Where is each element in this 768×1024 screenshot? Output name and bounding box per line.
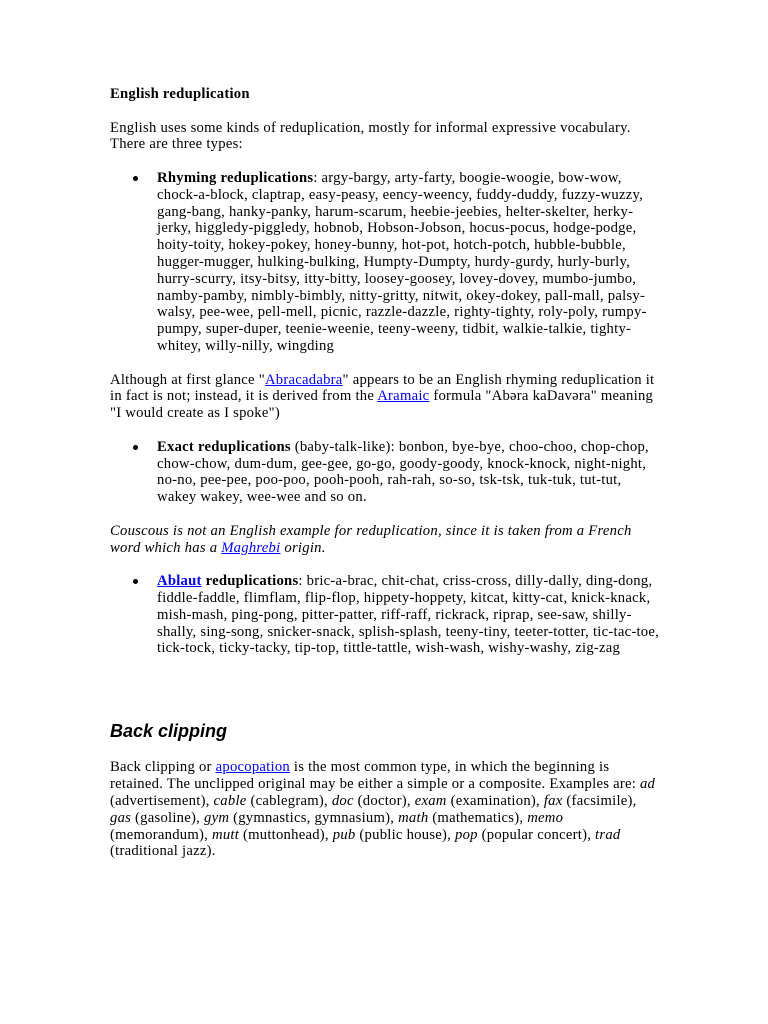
abracadabra-paragraph [110, 372, 660, 422]
example-term: mutt [212, 826, 240, 843]
paragraph-text: Back clipping or [110, 759, 216, 776]
example-term: gas [110, 809, 132, 826]
link-apocopation[interactable]: apocopation [215, 759, 290, 776]
back-clipping-paragraph [110, 759, 660, 860]
paragraph-text: is the most common type, in which the beginning is retained. The unclipped original may be either a simple or a composite. Examples are: [110, 759, 640, 793]
section-heading: Back clipping [110, 721, 228, 742]
example-term: memo [527, 809, 564, 826]
paragraph-text: formula "Abəra kaDavəra" meaning "I would create as I spoke") [110, 388, 654, 422]
example-expansion: (cablegram), [246, 793, 332, 810]
examples-text: : argy-bargy, arty-farty, boogie-woogie, bow-wow, chock-a-block, claptrap, easy-peasy, eency-weency, fuddy-duddy, fuzzy-wuzzy, gang-bang, hanky-panky, harum-scarum, heebie-jeebies, helter-skelter, herky-jerky, higgledy-piggledy, hobnob, Hobson-Jobson, hocus-pocus, hodge-podge, hoity-toity, hokey-pokey, honey-bunny, hot-pot, hotch-potch, hubble-bubble, hugger-mugger, hulking-bulking, Humpty-Dumpty, hurdy-gurdy, hurly-burly, hurry-scurry, itsy-bitsy, itty-bitty, loosey-goosey, lovey-dovey, mumbo-jumbo, namby-pamby, nimbly-bimbly, nitty-gritty, nitwit, okey-dokey, pall-mall, palsy-walsy, pee-wee, pell-mell, picnic, razzle-dazzle, righty-tighty, roly-poly, rumpy-pumpy, super-duper, teenie-weenie, teeny-weeny, tidbit, walkie-talkie, tighty-whitey, willy-nilly, wingding [157, 169, 647, 354]
section-title: English reduplication [110, 86, 250, 102]
paragraph-text: Although at first glance " [110, 371, 265, 388]
paragraph-text: " appears to be an English rhyming reduplication it in fact is not; instead, it is derived from the [110, 371, 655, 405]
example-term: cable [213, 793, 247, 810]
link-maghrebi[interactable]: Maghrebi [221, 539, 281, 556]
example-expansion: (traditional jazz). [110, 843, 216, 860]
link-abracadabra[interactable]: Abracadabra [264, 371, 343, 388]
list-item-rhyming [157, 170, 660, 355]
intro-paragraph: English uses some kinds of reduplication, mostly for informal expressive vocabulary. There are three types: [110, 119, 631, 153]
example-term: fax [543, 793, 563, 810]
ablaut-list [110, 573, 660, 657]
paragraph-text: Couscous is not an English example for reduplication, since it is taken from a French word which has a [110, 522, 632, 556]
example-term: math [398, 809, 429, 826]
example-expansion: (mathematics), [428, 809, 528, 826]
example-expansion: (examination), [446, 793, 544, 810]
link-ablaut[interactable]: Ablaut [157, 573, 202, 590]
bullet-icon [133, 445, 138, 450]
example-expansion: (muttonhead), [239, 826, 333, 843]
document-page [110, 86, 660, 877]
example-expansion: (facsimile), [562, 793, 637, 810]
example-term: exam [414, 793, 447, 810]
list-item-exact [157, 439, 660, 506]
example-term: trad [595, 826, 621, 843]
example-expansion: (popular concert), [477, 826, 596, 843]
list-item-ablaut [157, 573, 660, 657]
term-label: Exact reduplications [157, 438, 291, 455]
example-expansion: (gymnastics, gymnasium), [229, 809, 399, 826]
example-term: doc [331, 793, 354, 810]
exact-list [110, 439, 660, 506]
example-expansion: (doctor), [353, 793, 415, 810]
link-aramaic[interactable]: Aramaic [377, 388, 430, 405]
example-expansion: (public house), [355, 826, 455, 843]
couscous-paragraph [110, 523, 660, 557]
example-term: pub [332, 826, 356, 843]
term-label: Rhyming reduplications [157, 169, 314, 186]
examples-text: : bric-a-brac, chit-chat, criss-cross, dilly-dally, ding-dong, fiddle-faddle, flimflam, flip-flop, hippety-hoppety, kitcat, kitty-cat, knick-knack, mish-mash, ping-pong, pitter-patter, riff-raff, rickrack, riprap, see-saw, shilly-shally, sing-song, snicker-snack, splish-splash, teeny-tiny, teeter-totter, tic-tac-toe, tick-tock, ticky-tacky, tip-top, tittle-tattle, wish-wash, wishy-washy, zig-zag [157, 573, 660, 657]
example-term: pop [455, 826, 478, 843]
paragraph-text: origin. [280, 539, 326, 556]
term-label: reduplications [201, 573, 299, 590]
bullet-icon [133, 176, 138, 181]
bullet-icon [133, 579, 138, 584]
example-expansion: (memorandum), [110, 826, 212, 843]
example-expansion: (advertisement), [110, 793, 214, 810]
example-term: ad [639, 776, 656, 793]
example-expansion: (gasoline), [131, 809, 204, 826]
examples-text: (baby-talk-like): bonbon, bye-bye, choo-choo, chop-chop, chow-chow, dum-dum, gee-gee, go-go, goody-goody, knock-knock, night-night, no-no, pee-pee, poo-poo, pooh-pooh, rah-rah, so-so, tsk-tsk, tuk-tuk, tut-tut, wakey wakey, wee-wee and so on. [157, 438, 649, 506]
rhyming-list [110, 170, 660, 355]
example-term: gym [203, 809, 230, 826]
